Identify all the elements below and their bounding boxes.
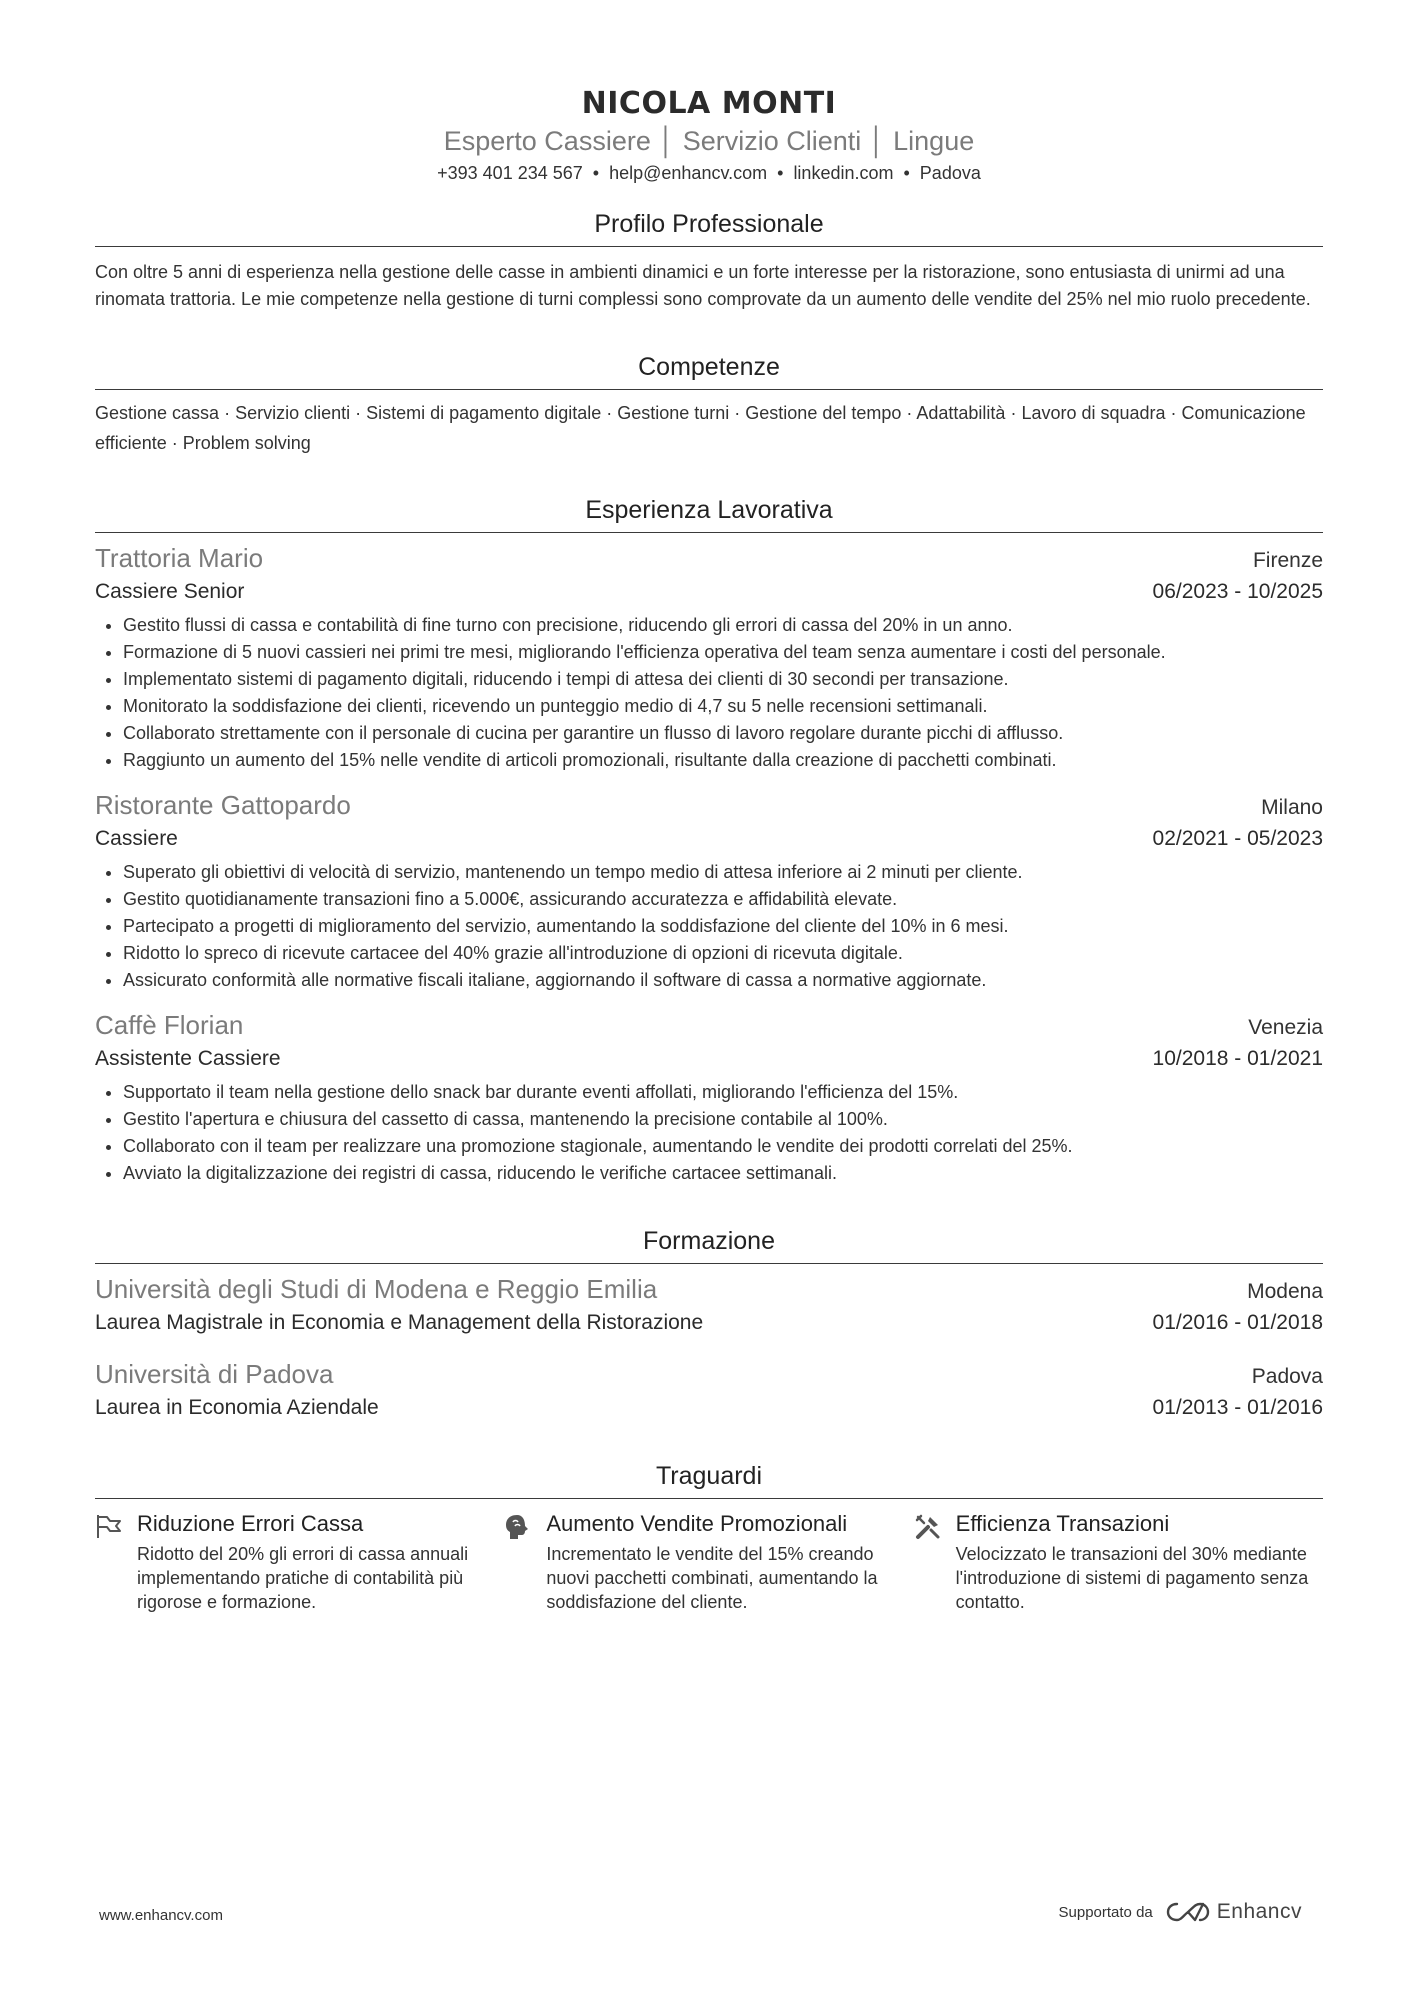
job-bullets: [95, 859, 1323, 994]
profile-summary: Con oltre 5 anni di esperienza nella gestione delle casse in ambienti dinamici e un forte interesse per la ristorazione, sono entusiasta di unirmi ad una rinomata trattoria. Le mie competenze nella gestione di turni complessi sono comprovate da un aumento delle vendite del 25% nel mio ruolo precedente.: [95, 262, 1311, 309]
achievement-description: Velocizzato le transazioni del 30% mediante l'introduzione di sistemi di pagamento senza contatto.: [955, 1544, 1309, 1612]
footer-website[interactable]: www.enhancv.com: [99, 1907, 223, 1924]
education-section: [95, 1225, 1323, 1424]
bullet-item: • Ridotto lo spreco di ricevute cartacee del 40% grazie all'introduzione di opzioni di ricevuta digitale.: [123, 940, 1323, 967]
job-title: Cassiere: [95, 827, 178, 850]
bullet-item: • Partecipato a progetti di miglioramento del servizio, aumentando la soddisfazione del cliente del 10% in 6 mesi.: [123, 913, 1323, 940]
job-location: Venezia: [1248, 1016, 1323, 1039]
education-dates: 01/2013 - 01/2016: [1152, 1396, 1323, 1419]
job-dates: 02/2021 - 05/2023: [1152, 827, 1323, 850]
bullet-item: • Supportato il team nella gestione dello snack bar durante eventi affollati, migliorando l'efficienza del 15%.: [123, 1079, 1323, 1106]
achievement-item: [914, 1509, 1323, 1614]
achievement-title: Riduzione Errori Cassa: [137, 1511, 364, 1536]
achievement-item: [504, 1509, 913, 1614]
education-entry: [95, 1357, 1323, 1424]
skills-list: Gestione cassa · Servizio clienti · Sistemi di pagamento digitale · Gestione turni · Gestione del tempo · Adattabilità · Lavoro di squadra · Comunicazione efficiente · Problem solving: [95, 403, 1306, 453]
candidate-headline: Esperto Cassiere │ Servizio Clienti │ Lingue: [443, 126, 975, 156]
bullet-item: • Assicurato conformità alle normative fiscali italiane, aggiornando il software di cassa a normative aggiornate.: [123, 967, 1323, 994]
bullet-separator: •: [592, 163, 600, 183]
school-name: Università di Padova: [95, 1359, 334, 1389]
section-title-education: Formazione: [95, 1225, 1323, 1264]
achievement-item: [95, 1509, 504, 1614]
footer-powered-by: [1059, 1900, 1302, 1924]
bullet-item: • Gestito quotidianamente transazioni fino a 5.000€, assicurando accuratezza e affidabilità elevate.: [123, 886, 1323, 913]
job-bullets: [95, 612, 1323, 774]
contact-phone[interactable]: +393 401 234 567: [437, 163, 583, 183]
contact-location: Padova: [919, 163, 981, 183]
job-title: Assistente Cassiere: [95, 1047, 281, 1070]
achievements-section: [95, 1460, 1323, 1614]
bullet-item: • Avviato la digitalizzazione dei registri di cassa, riducendo le verifiche cartacee settimanali.: [123, 1160, 1323, 1187]
bullet-item: • Collaborato strettamente con il personale di cucina per garantire un flusso di lavoro regolare durante picchi di afflusso.: [123, 720, 1323, 747]
job-location: Firenze: [1252, 549, 1323, 572]
bullet-item: • Raggiunto un aumento del 15% nelle vendite di articoli promozionali, risultante dalla creazione di pacchetti combinati.: [123, 747, 1323, 774]
bullet-item: • Gestito l'apertura e chiusura del cassetto di cassa, mantenendo la precisione contabile al 100%.: [123, 1106, 1323, 1133]
achievement-title: Efficienza Transazioni: [955, 1511, 1170, 1536]
tools-icon: [914, 1509, 956, 1614]
flag-icon: [95, 1509, 137, 1614]
employer-name: Ristorante Gattopardo: [95, 790, 351, 820]
achievement-description: Ridotto del 20% gli errori di cassa annuali implementando pratiche di contabilità più rigorose e formazione.: [137, 1544, 469, 1612]
school-location: Padova: [1251, 1365, 1323, 1388]
contact-linkedin[interactable]: linkedin.com: [793, 163, 894, 183]
bullet-separator: •: [903, 163, 910, 183]
contact-email[interactable]: help@enhancv.com: [609, 163, 768, 183]
job-title: Cassiere Senior: [95, 580, 245, 603]
bullet-item: • Formazione di 5 nuovi cassieri nei primi tre mesi, migliorando l'efficienza operativa del team senza aumentare i costi del personale.: [123, 639, 1323, 666]
profile-section: [95, 208, 1323, 313]
achievement-description: Incrementato le vendite del 15% creando nuovi pacchetti combinati, aumentando la soddisfazione del cliente.: [546, 1544, 878, 1612]
section-title-skills: Competenze: [95, 351, 1323, 390]
section-title-achievements: Traguardi: [95, 1460, 1323, 1499]
section-title-profile: Profilo Professionale: [95, 208, 1323, 247]
enhancv-logo-icon: [1165, 1900, 1211, 1924]
employer-name: Caffè Florian: [95, 1010, 244, 1040]
brand-name[interactable]: Enhancv: [1216, 1900, 1302, 1923]
degree-name: Laurea in Economia Aziendale: [95, 1396, 379, 1419]
school-location: Modena: [1247, 1280, 1323, 1303]
bullet-item: • Implementato sistemi di pagamento digitali, riducendo i tempi di attesa dei clienti di 30 secondi per transazione.: [123, 666, 1323, 693]
section-title-experience: Esperienza Lavorativa: [95, 494, 1323, 533]
job-bullets: [95, 1079, 1323, 1187]
job-dates: 06/2023 - 10/2025: [1152, 580, 1323, 603]
skills-section: [95, 351, 1323, 458]
job-dates: 10/2018 - 01/2021: [1152, 1047, 1323, 1070]
bullet-item: • Superato gli obiettivi di velocità di servizio, mantenendo un tempo medio di attesa inferiore ai 2 minuti per cliente.: [123, 859, 1323, 886]
degree-name: Laurea Magistrale in Economia e Management della Ristorazione: [95, 1311, 704, 1334]
experience-section: [95, 494, 1323, 1187]
experience-entry: [95, 1008, 1323, 1187]
resume-content: [95, 84, 1323, 1614]
job-location: Milano: [1261, 796, 1323, 819]
bullet-item: • Gestito flussi di cassa e contabilità di fine turno con precisione, riducendo gli errori di cassa del 20% in un anno.: [123, 612, 1323, 639]
bullet-separator: •: [777, 163, 784, 183]
school-name: Università degli Studi di Modena e Reggio Emilia: [95, 1274, 658, 1304]
brain-icon: [504, 1509, 546, 1614]
candidate-name: NICOLA MONTI: [581, 86, 837, 121]
experience-entry: [95, 541, 1323, 774]
bullet-item: • Monitorato la soddisfazione dei clienti, ricevendo un punteggio medio di 4,7 su 5 nelle recensioni settimanali.: [123, 693, 1323, 720]
education-dates: 01/2016 - 01/2018: [1152, 1311, 1323, 1334]
powered-by-label: Supportato da: [1058, 1903, 1153, 1921]
education-entry: [95, 1272, 1323, 1339]
employer-name: Trattoria Mario: [95, 543, 264, 573]
bullet-item: • Collaborato con il team per realizzare una promozione stagionale, aumentando le vendite dei prodotti correlati del 25%.: [123, 1133, 1323, 1160]
experience-entry: [95, 788, 1323, 994]
achievement-title: Aumento Vendite Promozionali: [546, 1511, 848, 1536]
contact-line: [95, 160, 1323, 186]
